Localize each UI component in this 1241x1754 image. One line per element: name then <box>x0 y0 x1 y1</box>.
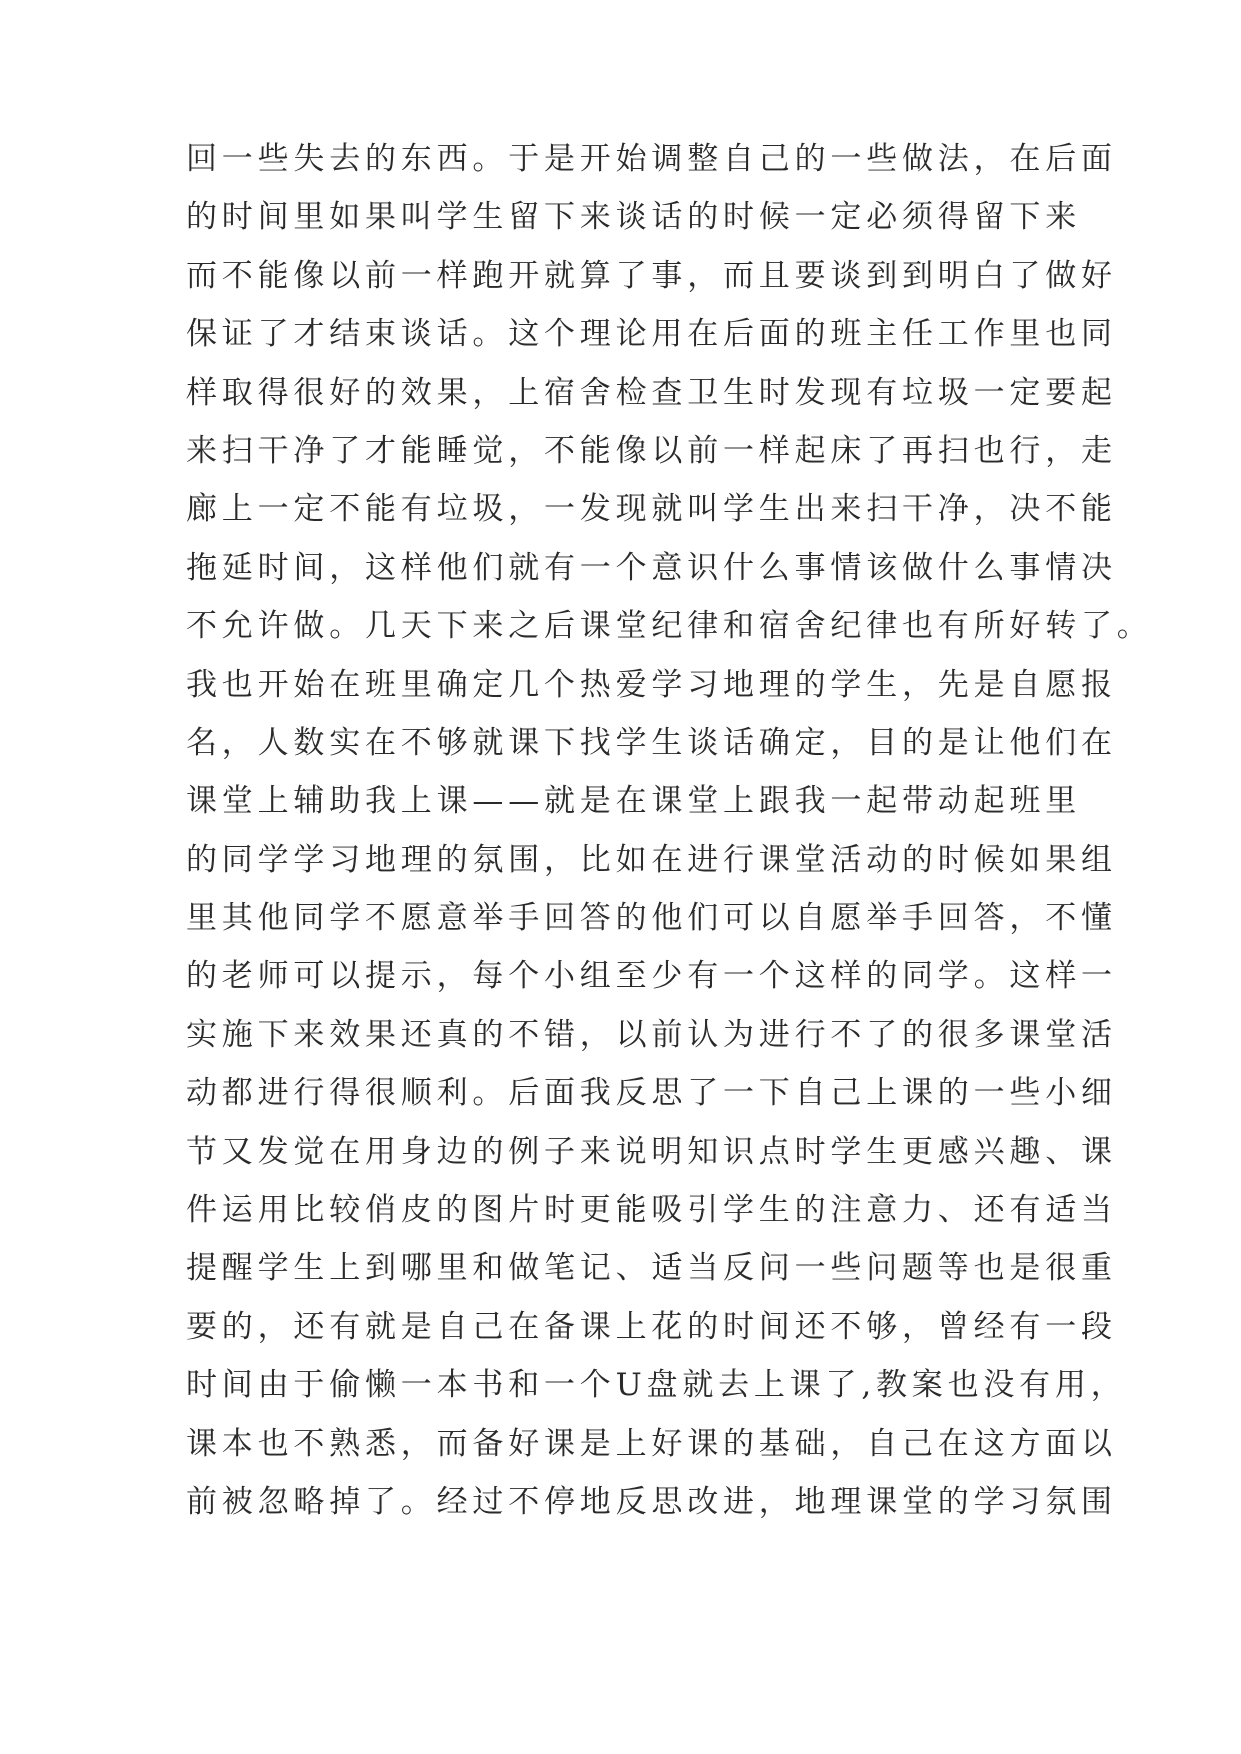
text-line: 前被忽略掉了。经过不停地反思改进，地理课堂的学习氛围 <box>186 1483 1117 1520</box>
text-line: 动都进行得很顺利。后面我反思了一下自己上课的一些小细 <box>186 1075 1117 1112</box>
text-line: 时间由于偷懒一本书和一个U盘就去上课了,教案也没有用， <box>186 1367 1127 1404</box>
text-line: 而不能像以前一样跑开就算了事，而且要谈到到明白了做好 <box>186 257 1117 294</box>
text-line: 课堂上辅助我上课——就是在课堂上跟我一起带动起班里 <box>186 783 1081 820</box>
text-line: 的同学学习地理的氛围，比如在进行课堂活动的时候如果组 <box>186 841 1117 878</box>
text-line: 节又发觉在用身边的例子来说明知识点时学生更感兴趣、课 <box>186 1133 1117 1170</box>
text-line: 样取得很好的效果，上宿舍检查卫生时发现有垃圾一定要起 <box>186 374 1117 411</box>
text-line: 里其他同学不愿意举手回答的他们可以自愿举手回答，不懂 <box>186 900 1117 937</box>
text-line: 来扫干净了才能睡觉，不能像以前一样起床了再扫也行，走 <box>186 432 1117 469</box>
text-line: 保证了才结束谈话。这个理论用在后面的班主任工作里也同 <box>186 316 1117 353</box>
text-line: 的时间里如果叫学生留下来谈话的时候一定必须得留下来 <box>186 199 1081 236</box>
text-line: 拖延时间，这样他们就有一个意识什么事情该做什么事情决 <box>186 549 1117 586</box>
text-line: 件运用比较俏皮的图片时更能吸引学生的注意力、还有适当 <box>186 1192 1117 1229</box>
text-line: 要的，还有就是自己在备课上花的时间还不够，曾经有一段 <box>186 1308 1117 1345</box>
text-line: 回一些失去的东西。于是开始调整自己的一些做法，在后面 <box>186 141 1117 177</box>
text-line: 不允许做。几天下来之后课堂纪律和宿舍纪律也有所好转了。 <box>186 608 1153 645</box>
text-line: 廊上一定不能有垃圾，一发现就叫学生出来扫干净，决不能 <box>186 491 1117 528</box>
text-line: 提醒学生上到哪里和做笔记、适当反问一些问题等也是很重 <box>186 1250 1117 1287</box>
body-text <box>186 130 1153 1531</box>
text-line: 我也开始在班里确定几个热爱学习地理的学生，先是自愿报 <box>186 666 1117 703</box>
text-line: 课本也不熟悉，而备好课是上好课的基础，自己在这方面以 <box>186 1425 1117 1462</box>
text-line: 的老师可以提示，每个小组至少有一个这样的同学。这样一 <box>186 958 1117 995</box>
text-line: 实施下来效果还真的不错，以前认为进行不了的很多课堂活 <box>186 1016 1117 1053</box>
text-line: 名，人数实在不够就课下找学生谈话确定，目的是让他们在 <box>186 724 1117 761</box>
